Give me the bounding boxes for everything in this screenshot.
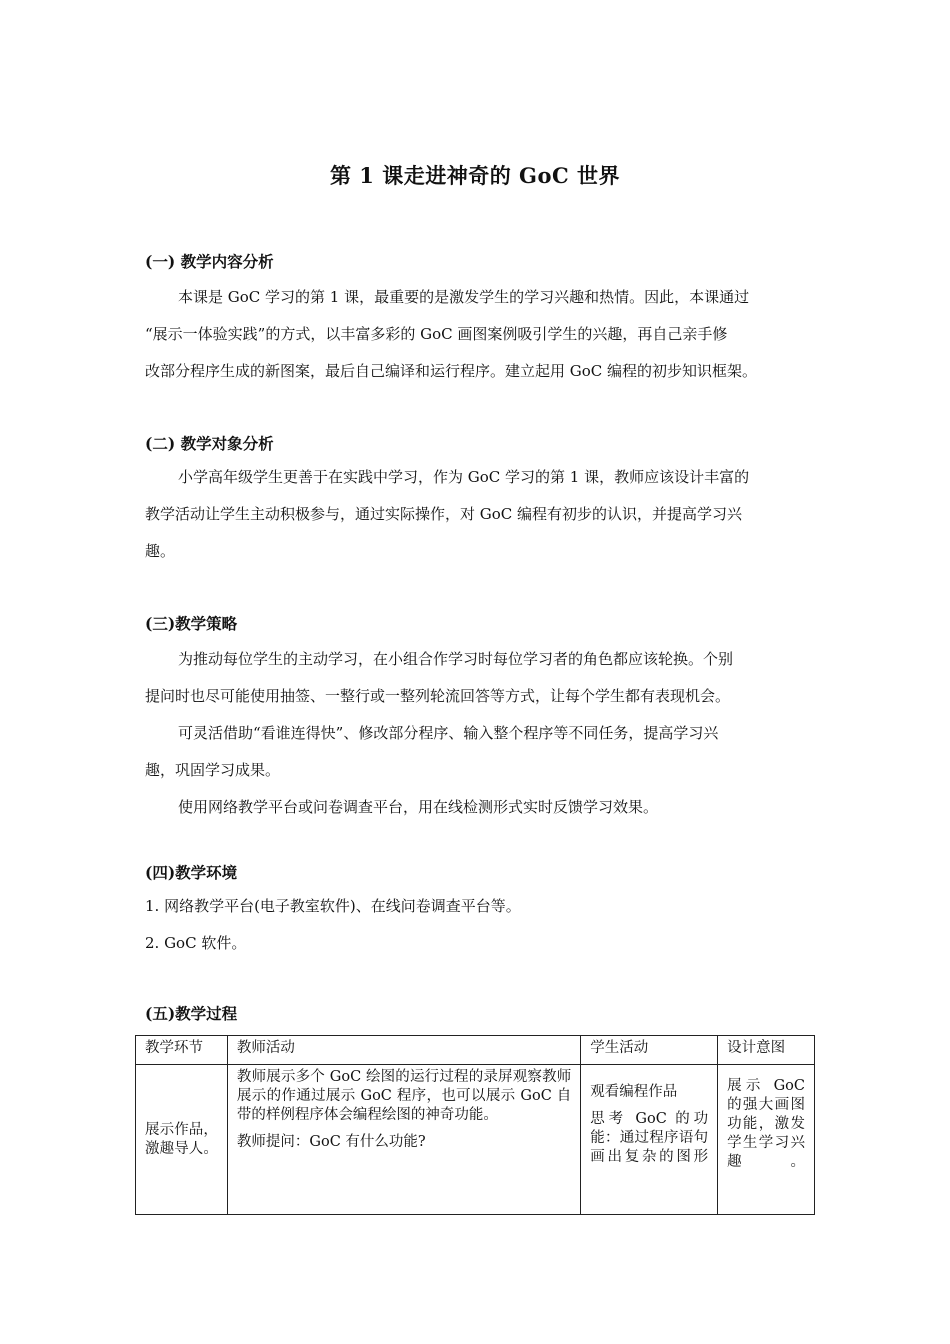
text-line: 趣。: [145, 542, 176, 560]
text-line: 提问时也尽可能使用抽签、一整行或一整列轮流回答等方式，让每个学生都有表现机会。: [145, 687, 731, 705]
table-row: [136, 1065, 815, 1215]
section-heading-audience-analysis: (二) 教学对象分析: [145, 434, 274, 453]
text-line: 改部分程序生成的新图案，最后自己编译和运行程序。建立起用 GoC 编程的初步知识框架。: [145, 362, 758, 380]
teacher-question-text: 教师提问：GoC 有什么功能?: [236, 1134, 426, 1150]
page-title: 第 1 课走进神奇的 GoC 世界: [329, 163, 620, 188]
text-line: “展示一体验实践”的方式，以丰富多彩的 GoC 画图案例吸引学生的兴趣，再自己亲手修: [145, 325, 728, 343]
section-heading-environment: (四)教学环境: [145, 863, 238, 882]
stage-cell: [136, 1065, 228, 1215]
design-intent-text: 展示 GoC 的强大画图功能，激发学生学习兴趣。: [727, 1078, 805, 1170]
table-header-row: [136, 1036, 815, 1065]
text-line: 为推动每位学生的主动学习，在小组合作学习时每位学习者的角色都应该轮换。个别: [178, 650, 734, 668]
text-line: 趣，巩固学习成果。: [145, 761, 281, 779]
teacher-activity-text: 教师展示多个 GoC 绘图的运行过程的录屏观察教师展示的作通过展示 GoC 程序，也可以展示 GoC 自带的样例程序体会编程绘图的神奇功能。: [236, 1069, 572, 1123]
paragraph-content-analysis: [145, 279, 810, 390]
list-item: 1. 网络教学平台(电子教室软件)、在线问卷调查平台等。: [145, 897, 521, 915]
section-heading-process: (五)教学过程: [145, 1004, 238, 1023]
header-cell: 学生活动: [581, 1036, 718, 1065]
header-cell: 教学环节: [136, 1036, 228, 1065]
student-activity-cell: [581, 1065, 718, 1215]
header-cell: 教师活动: [227, 1036, 580, 1065]
text-line: 本课是 GoC 学习的第 1 课，最重要的是激发学生的学习兴趣和热情。因此，本课通过: [178, 288, 750, 306]
section-heading-content-analysis: (一) 教学内容分析: [145, 252, 274, 271]
list-item: 2. GoC 软件。: [145, 934, 247, 952]
list-environment: [145, 888, 810, 962]
header-cell: 设计意图: [718, 1036, 815, 1065]
teacher-activity-cell: [227, 1065, 580, 1215]
paragraph-audience-analysis: [145, 459, 810, 570]
text-line: 可灵活借助“看谁连得快”、修改部分程序、输入整个程序等不同任务，提高学习兴: [178, 724, 719, 742]
process-table: [135, 1035, 815, 1215]
student-activity-text: 观看编程作品: [590, 1084, 678, 1100]
paragraph-strategy: [145, 641, 810, 826]
design-intent-cell: [718, 1065, 815, 1215]
stage-text: 展示作品，激趣导人。: [145, 1121, 218, 1157]
student-thinking-text: 思考 GoC 的功能：通过程序语句画出复杂的图形: [590, 1111, 709, 1165]
text-line: 使用网络教学平台或问卷调查平台，用在线检测形式实时反馈学习效果。: [178, 798, 659, 816]
text-line: 小学高年级学生更善于在实践中学习，作为 GoC 学习的第 1 课，教师应该设计丰富的: [178, 468, 750, 486]
text-line: 教学活动让学生主动积极参与，通过实际操作，对 GoC 编程有初步的认识，并提高学习兴: [145, 505, 743, 523]
section-heading-strategy: (三)教学策略: [145, 614, 238, 633]
